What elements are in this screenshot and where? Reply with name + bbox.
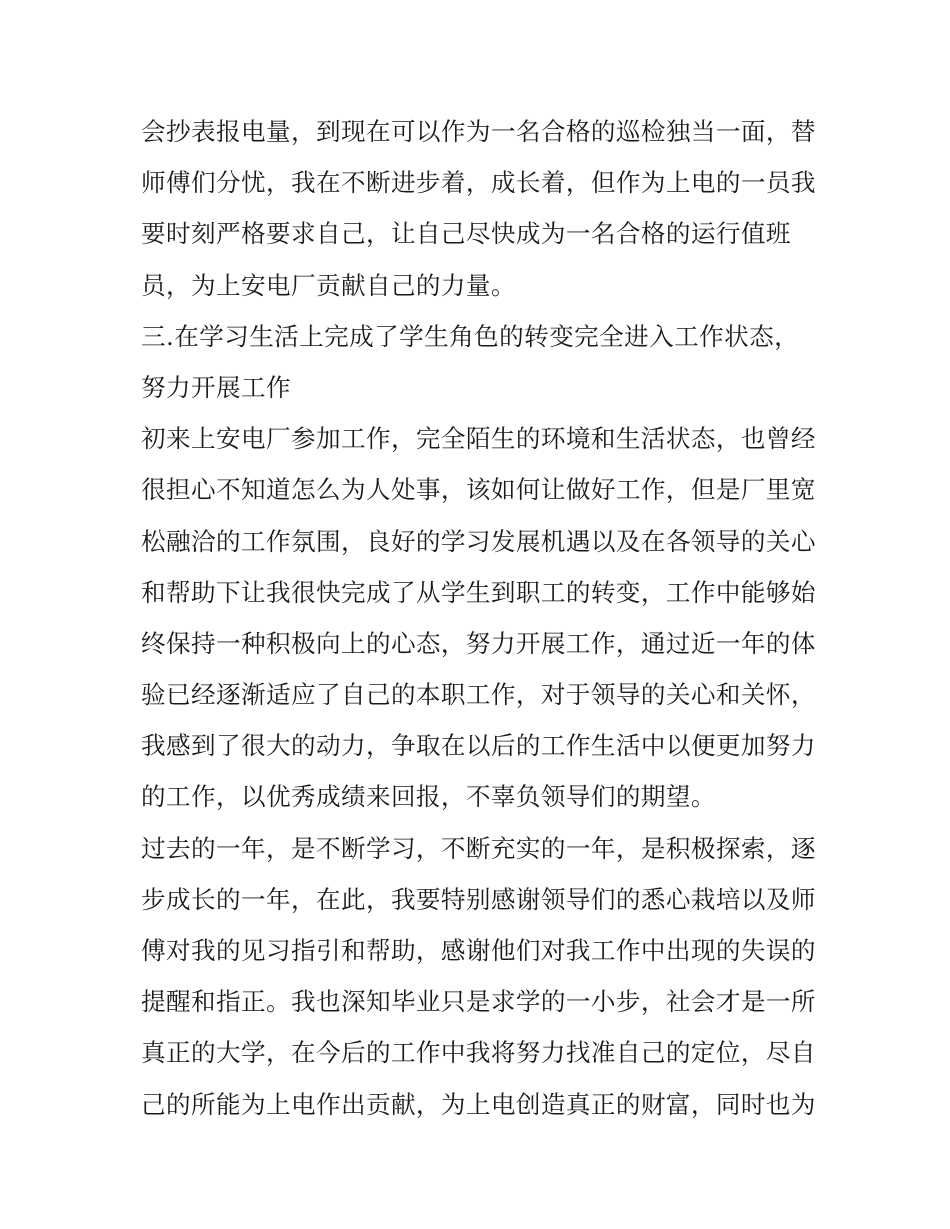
text-line: 松融洽的工作氛围，良好的学习发展机遇以及在各领导的关心 xyxy=(141,526,816,556)
text-line: 会抄表报电量，到现在可以作为一名合格的巡检独当一面，替 xyxy=(141,117,816,146)
section-heading-line: 努力开展工作 xyxy=(141,372,291,402)
text-line: 师傅们分忧，我在不断进步着，成长着，但作为上电的一员我 xyxy=(141,168,816,198)
text-line: 终保持一种积极向上的心态，努力开展工作，通过近一年的体 xyxy=(141,628,816,658)
text-line: 很担心不知道怎么为人处事，该如何让做好工作，但是厂里宽 xyxy=(141,475,816,505)
section-heading-line: 三.在学习生活上完成了学生角色的转变完全进入工作状态， xyxy=(141,321,800,351)
text-line: 我感到了很大的动力，争取在以后的工作生活中以便更加努力 xyxy=(141,731,816,761)
text-line: 和帮助下让我很快完成了从学生到职工的转变，工作中能够始 xyxy=(141,577,816,607)
text-line: 步成长的一年，在此，我要特别感谢领导们的悉心栽培以及师 xyxy=(141,884,816,914)
text-line: 傅对我的见习指引和帮助，感谢他们对我工作中出现的失误的 xyxy=(141,936,816,965)
text-line: 初来上安电厂参加工作，完全陌生的环境和生活状态，也曾经 xyxy=(141,424,816,454)
text-line: 己的所能为上电作出贡献，为上电创造真正的财富，同时也为 xyxy=(141,1089,816,1119)
text-line: 员，为上安电厂贡献自己的力量。 xyxy=(141,270,516,300)
text-line: 的工作，以优秀成绩来回报，不辜负领导们的期望。 xyxy=(141,782,716,812)
text-line: 提醒和指正。我也深知毕业只是求学的一小步，社会才是一所 xyxy=(141,987,816,1017)
document-body xyxy=(141,106,821,1130)
text-line: 要时刻严格要求自己，让自己尽快成为一名合格的运行值班 xyxy=(141,219,791,249)
text-line: 真正的大学，在今后的工作中我将努力找准自己的定位，尽自 xyxy=(141,1038,816,1068)
text-line: 过去的一年，是不断学习，不断充实的一年，是积极探索，逐 xyxy=(141,833,816,863)
text-line: 验已经逐渐适应了自己的本职工作，对于领导的关心和关怀， xyxy=(141,680,816,710)
